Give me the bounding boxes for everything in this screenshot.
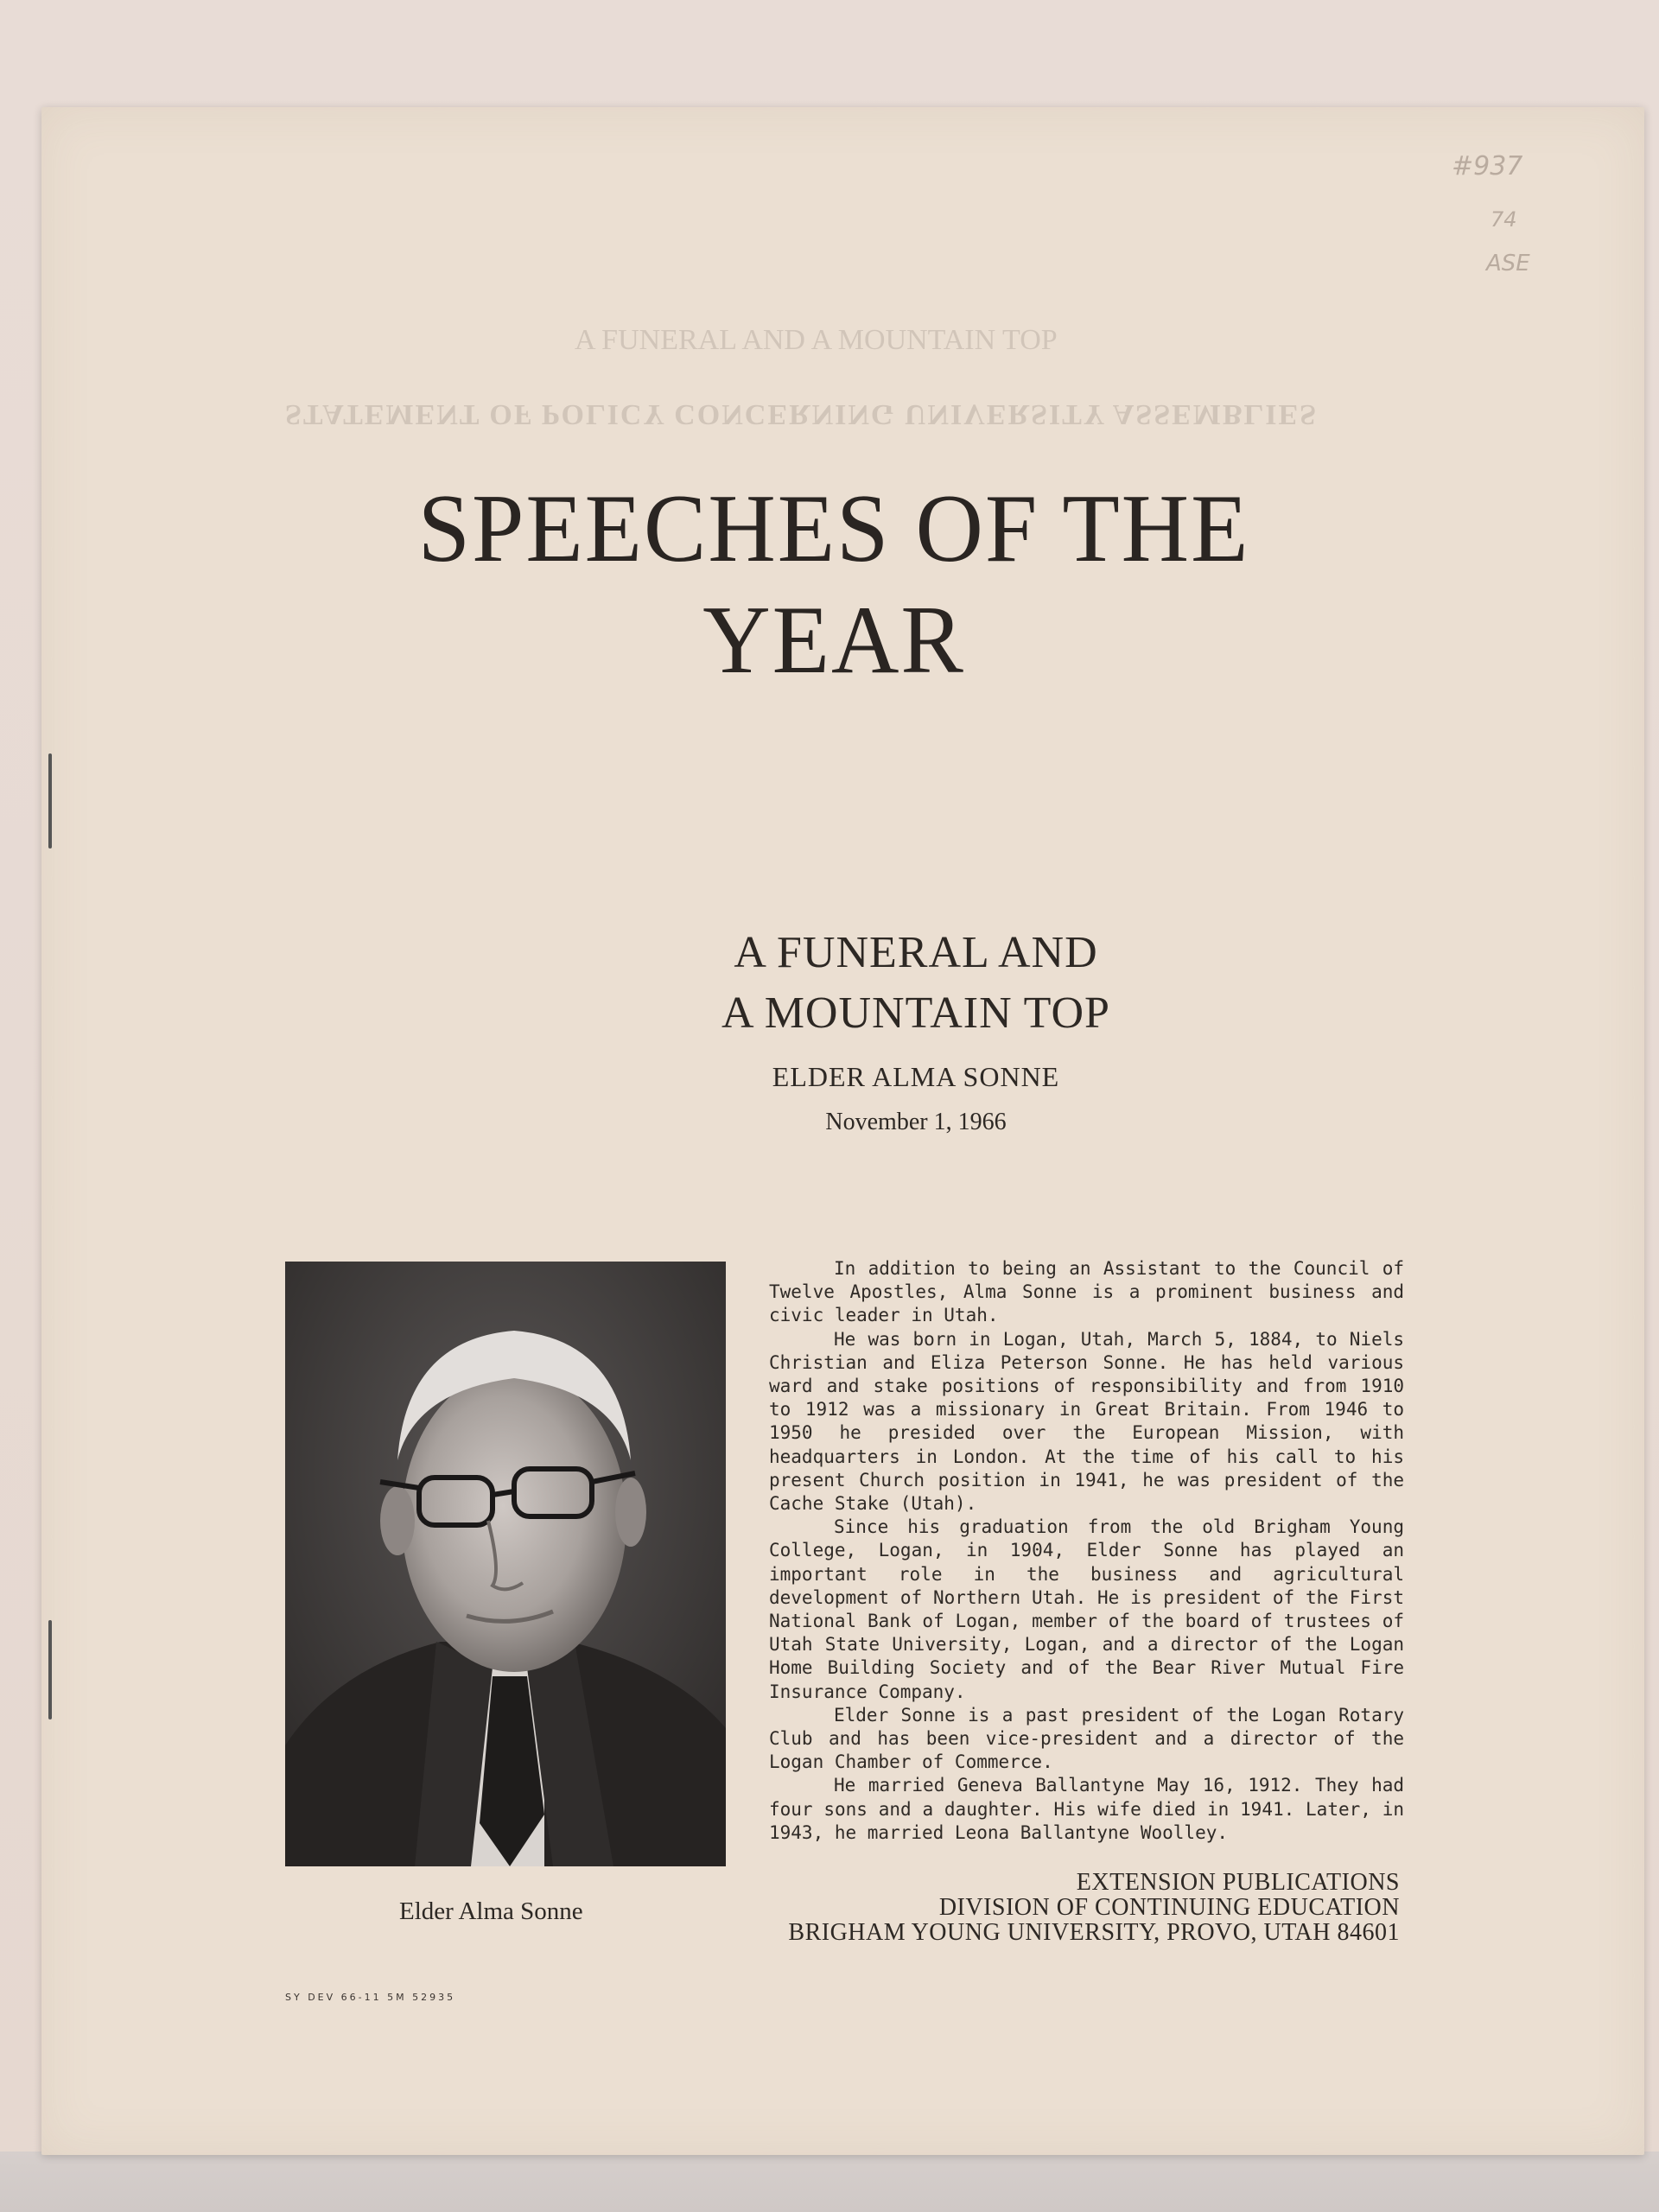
bio-paragraph: Elder Sonne is a past president of the Logan Rotary Club and has been vice-president and a director of the Logan Chamber of Commerce. xyxy=(769,1704,1404,1773)
talk-title-line: A FUNERAL AND xyxy=(734,928,1098,977)
pencil-mark: ASE xyxy=(1486,251,1530,276)
pencil-mark: #937 xyxy=(1452,151,1523,181)
speaker-biography xyxy=(769,1257,1404,1845)
portrait-image xyxy=(285,1262,726,1866)
portrait-caption: Elder Alma Sonne xyxy=(399,1897,583,1925)
print-code: SY DEV 66-11 5M 52935 xyxy=(285,1992,456,2003)
show-through-text-mirrored: STATEMENT OF POLICY CONCERNING UNIVERSITY ASSEMBLIES xyxy=(285,398,1319,430)
publisher-line: BRIGHAM YOUNG UNIVERSITY, PROVO, UTAH 84601 xyxy=(788,1919,1400,1946)
staple-top xyxy=(48,753,52,849)
bio-paragraph: He was born in Logan, Utah, March 5, 1884, to Niels Christian and Eliza Peterson Sonne. He has held various ward and stake positions of responsibility and from 1910 to 1912 was a missionary in Great Britain. From 1946 to 1950 he presided over the European Mission, with headquarters in London. At the time of his call to his present Church position in 1941, he was president of the Cache Stake (Utah). xyxy=(769,1328,1404,1515)
talk-title xyxy=(605,923,1227,1044)
bio-paragraph: In addition to being an Assistant to the Council of Twelve Apostles, Alma Sonne is a prominent business and civic leader in Utah. xyxy=(769,1258,1404,1326)
bio-paragraph: Since his graduation from the old Brigham Young College, Logan, in 1904, Elder Sonne has played an important role in the business and agricultural development of Northern Utah. He is president of the First National Bank of Logan, member of the board of trustees of Utah State University, Logan, and a director of the Logan Home Building Society and of the Bear River Mutual Fire Insurance Company. xyxy=(769,1516,1404,1702)
speech-date: November 1, 1966 xyxy=(825,1109,1007,1135)
pencil-mark: 74 xyxy=(1491,207,1517,232)
series-title: SPEECHES OF THE YEAR xyxy=(417,475,1250,694)
speaker-portrait xyxy=(285,1262,726,1866)
talk-title-line: A MOUNTAIN TOP xyxy=(721,988,1110,1038)
publisher-line: EXTENSION PUBLICATIONS xyxy=(1076,1869,1400,1896)
publisher-line: DIVISION OF CONTINUING EDUCATION xyxy=(938,1894,1400,1921)
staple-bottom xyxy=(48,1620,52,1719)
bio-paragraph: He married Geneva Ballantyne May 16, 1912. They had four sons and a daughter. His wife died in 1941. Later, in 1943, he married Leona Ballantyne Woolley. xyxy=(769,1775,1404,1843)
publisher-block xyxy=(788,1870,1400,1945)
speaker-name: ELDER ALMA SONNE xyxy=(772,1061,1060,1092)
show-through-text: A FUNERAL AND A MOUNTAIN TOP xyxy=(575,324,1058,356)
table-surface xyxy=(0,2152,1659,2212)
